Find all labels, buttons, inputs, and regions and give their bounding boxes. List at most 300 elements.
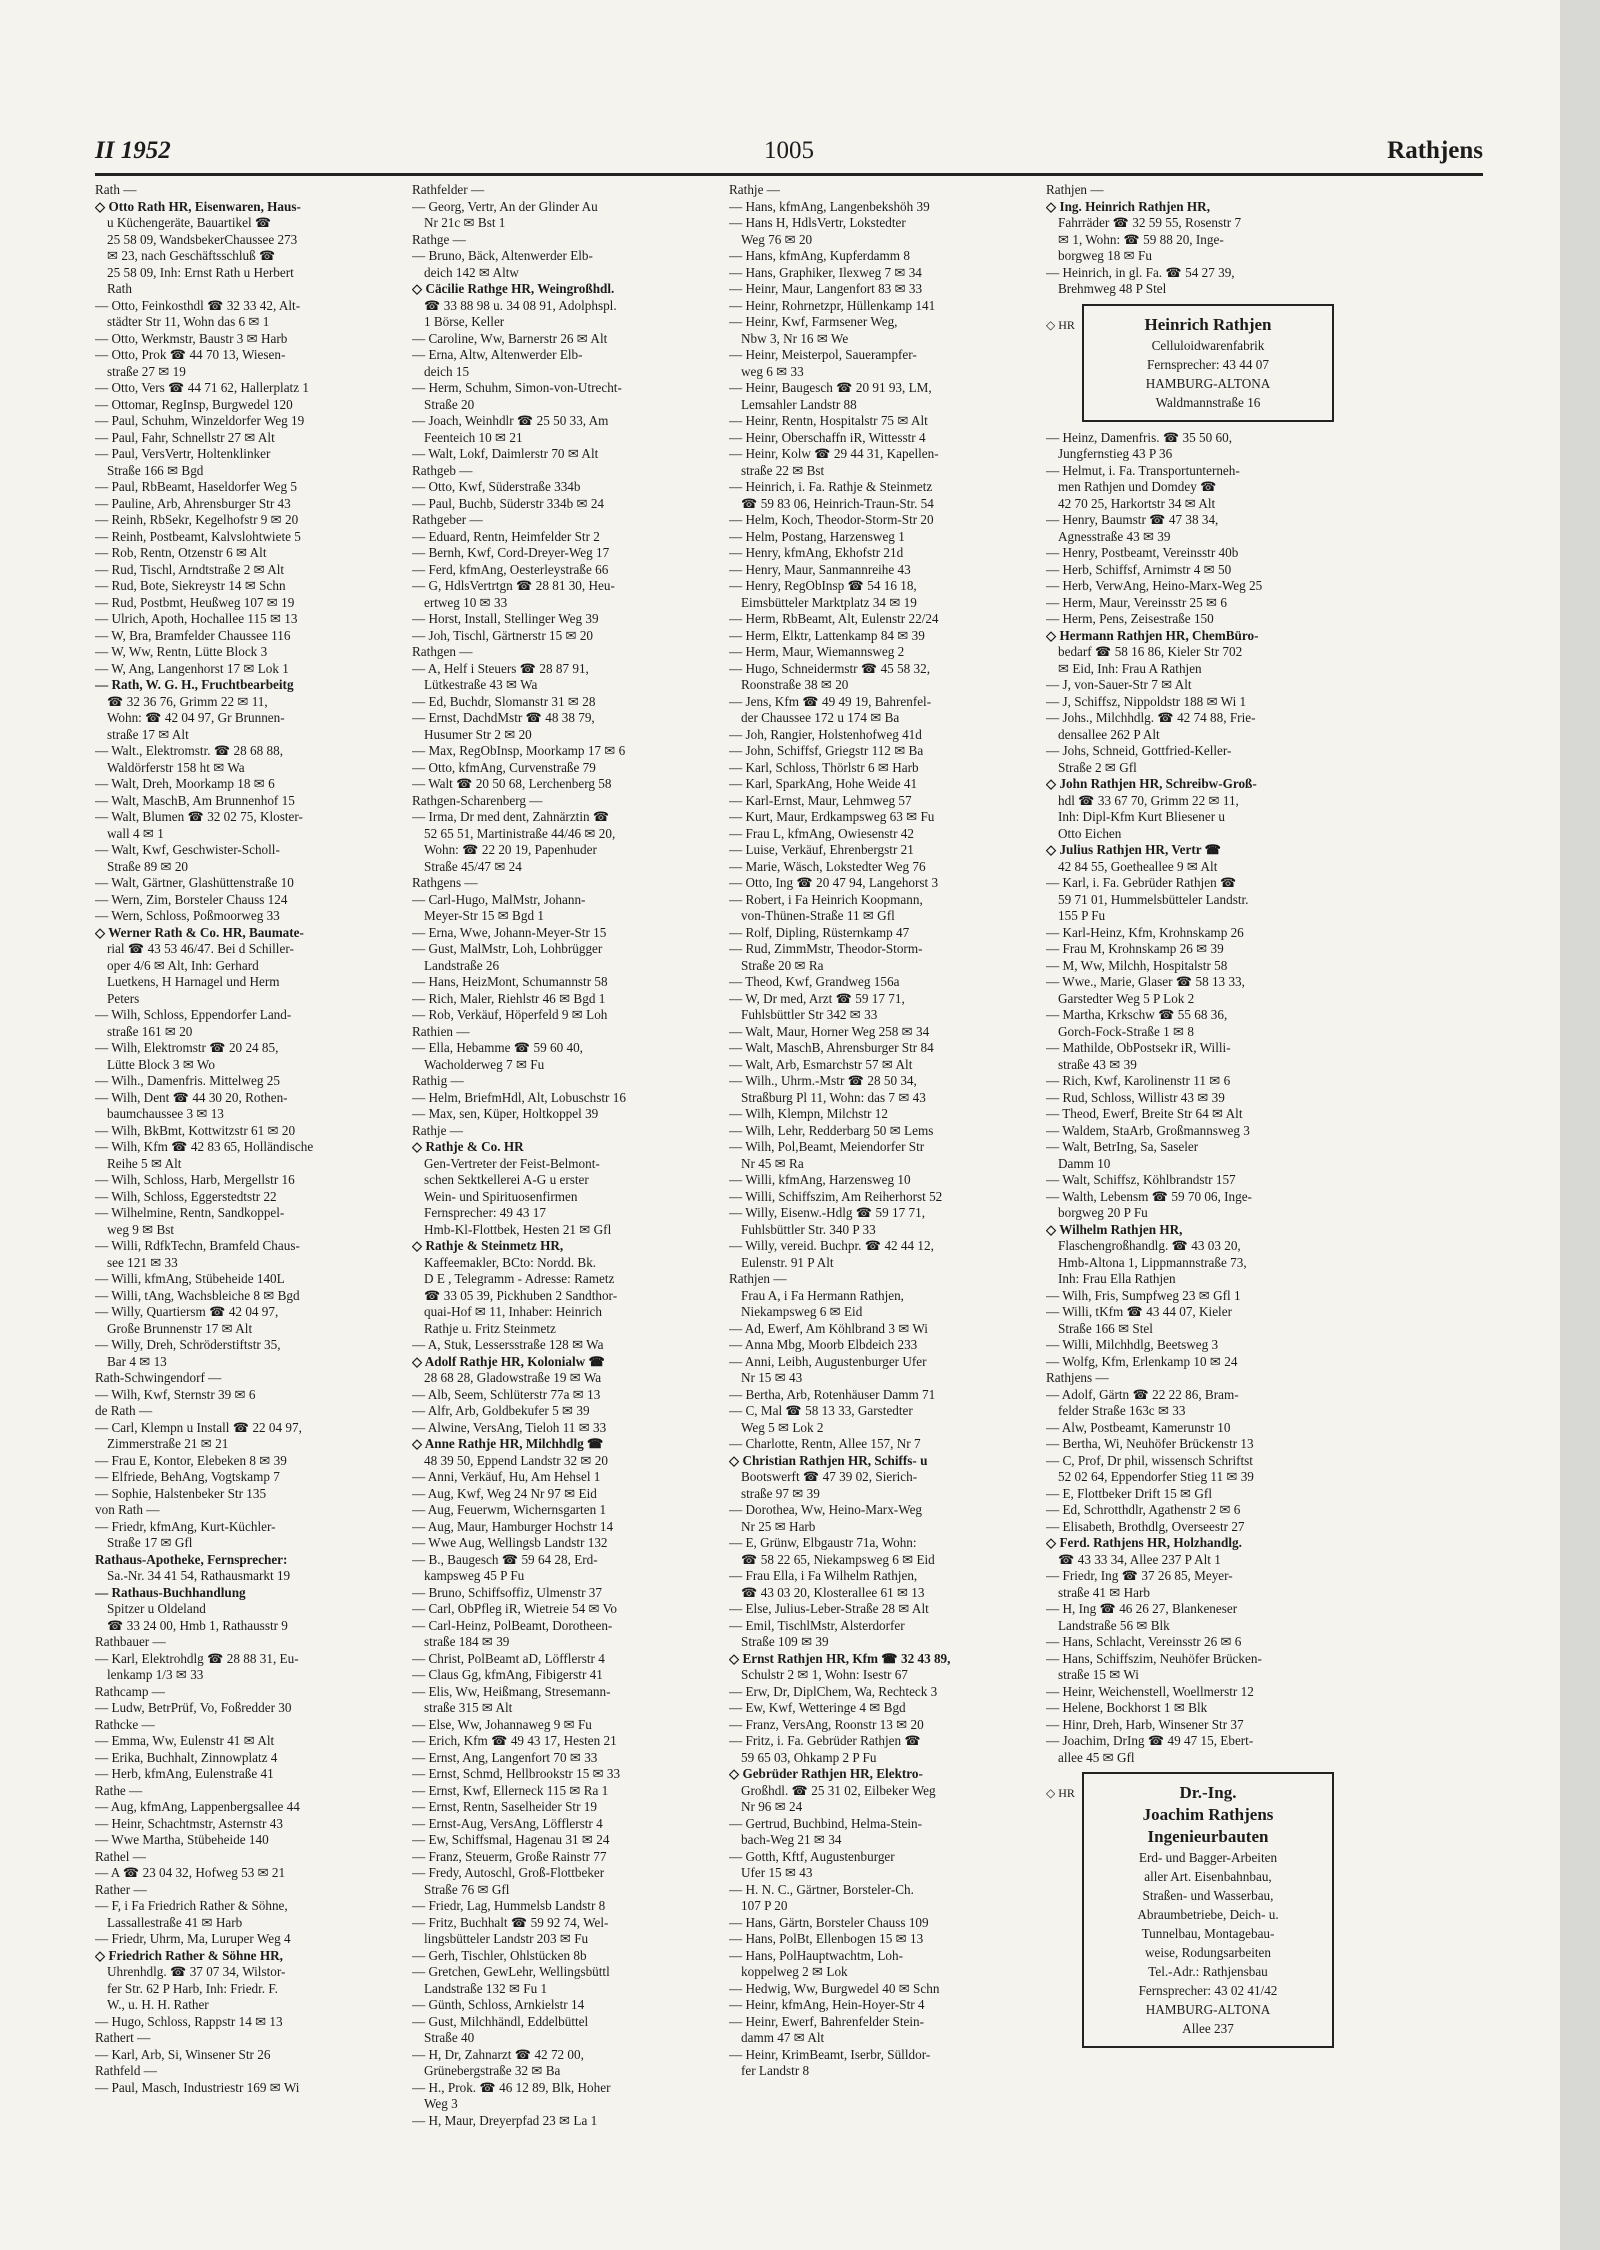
directory-line: — W, Ww, Rentn, Lütte Block 3	[95, 644, 268, 659]
directory-line: Straße 17 ✉ Gfl	[107, 1535, 193, 1550]
directory-line: — Carl-Heinz, PolBeamt, Dorotheen-	[412, 1617, 613, 1633]
directory-line: — Rob, Rentn, Otzenstr 6 ✉ Alt	[95, 545, 267, 560]
directory-line: — Reinh, Postbeamt, Kalvslohtwiete 5	[95, 528, 301, 544]
directory-line: — Paul, Schuhm, Winzeldorfer Weg 19	[95, 413, 305, 428]
directory-line: — Hedwig, Ww, Burgwedel 40 ✉ Schn	[729, 1980, 940, 1996]
directory-line: Fuhlsbüttler Str 342 ✉ 33	[741, 1007, 878, 1022]
directory-line: — Paul, RbBeamt, Haseldorfer Weg 5	[95, 479, 297, 494]
directory-line: von-Thünen-Straße 11 ✉ Gfl	[741, 908, 895, 923]
ad-title: Dr.-Ing.	[1179, 1783, 1237, 1802]
directory-line: — Max, sen, Küper, Holtkoppel 39	[412, 1106, 599, 1121]
directory-line: — Waldem, StaArb, Großmannsweg 3	[1046, 1122, 1250, 1138]
column-1	[95, 182, 402, 2227]
directory-line: Rathcke —	[95, 1716, 155, 1732]
directory-line: — Wilh, Schloss, Eppendorfer Land-	[95, 1007, 292, 1022]
directory-line: ☎ 59 83 06, Heinrich-Traun-Str. 54	[741, 495, 934, 511]
directory-line: — Hans, kfmAng, Langenbekshöh 39	[729, 198, 930, 214]
directory-line: — Heinr, Maur, Langenfort 83 ✉ 33	[729, 281, 923, 296]
directory-line: Kaffeemakler, BCto: Nordd. Bk.	[424, 1254, 597, 1270]
directory-line: — Theod, Ewerf, Breite Str 64 ✉ Alt	[1046, 1106, 1243, 1121]
directory-line: — A, Helf i Steuers ☎ 28 87 91,	[412, 660, 589, 676]
directory-line: ☎ 33 05 39, Pickhuben 2 Sandthor-	[424, 1287, 618, 1303]
directory-line: Reihe 5 ✉ Alt	[107, 1155, 182, 1171]
directory-line: — Herm, Maur, Vereinsstr 25 ✉ 6	[1046, 594, 1227, 610]
ad-line: Fernsprecher: 43 44 07	[1147, 356, 1269, 372]
directory-line: — Reinh, RbSekr, Kegelhofstr 9 ✉ 20	[95, 512, 299, 527]
directory-line: — Carl, Klempn u Install ☎ 22 04 97,	[95, 1419, 302, 1435]
directory-line: — Herm, RbBeamt, Alt, Eulenstr 22/24	[729, 611, 939, 626]
directory-line: Nr 96 ✉ 24	[741, 1799, 803, 1814]
directory-line: — Martha, Krkschw ☎ 55 68 36,	[1046, 1007, 1228, 1022]
directory-line: kampsweg 45 P Fu	[424, 1568, 525, 1583]
directory-line: — Johs., Milchhdlg. ☎ 42 74 88, Frie-	[1046, 710, 1256, 725]
directory-line: — Fritz, Buchhalt ☎ 59 92 74, Wel-	[412, 1914, 609, 1930]
directory-line: Inh: Dipl-Kfm Kurt Bliesener u	[1058, 809, 1226, 824]
directory-line: — Herb, Schiffsf, Arnimstr 4 ✉ 50	[1046, 561, 1232, 577]
directory-line: — Helm, Koch, Theodor-Storm-Str 20	[729, 512, 934, 527]
directory-line: Peters	[107, 990, 140, 1006]
directory-line: Frau A, i Fa Hermann Rathjen,	[741, 1287, 904, 1303]
directory-line: — Ulrich, Apoth, Hochallee 115 ✉ 13	[95, 611, 298, 626]
directory-line: Waldörferstr 158 ht ✉ Wa	[107, 759, 245, 775]
ad-line: Straßen- und Wasserbau,	[1142, 1888, 1274, 1903]
directory-line: — H. N. C., Gärtner, Borsteler-Ch.	[729, 1881, 914, 1897]
column-3	[729, 182, 1036, 2227]
ad-line: Allee 237	[1182, 2021, 1234, 2036]
ad-box-joachim-rathjens	[1082, 1772, 1334, 2048]
ad-line: Celluloidwarenfabrik	[1151, 337, 1265, 353]
directory-line: — Wilh, BkBmt, Kottwitzstr 61 ✉ 20	[95, 1122, 296, 1138]
directory-line: allee 45 ✉ Gfl	[1058, 1749, 1135, 1765]
directory-line: lenkamp 1/3 ✉ 33	[107, 1667, 204, 1682]
directory-line: — Herm, Schuhm, Simon-von-Utrecht-	[412, 380, 622, 395]
directory-line: — Walt, MaschB, Am Brunnenhof 15	[95, 792, 295, 808]
directory-line: — Friedr, Lag, Hummelsb Landstr 8	[412, 1898, 606, 1913]
directory-line: — Walt, Schiffsz, Köhlbrandstr 157	[1046, 1172, 1236, 1187]
directory-line: Rathgens —	[412, 875, 478, 890]
header-running-name: Rathjens	[1387, 137, 1483, 164]
directory-line: — Walt., Elektromstr. ☎ 28 68 88,	[95, 743, 284, 758]
directory-line: straße 315 ✉ Alt	[424, 1700, 513, 1715]
directory-line: — Helm, BriefmHdl, Alt, Lobuschstr 16	[412, 1089, 626, 1105]
directory-line: — Hans, PolHauptwachtm, Loh-	[729, 1947, 903, 1963]
directory-line: — Ernst, Schmd, Hellbrookstr 15 ✉ 33	[412, 1766, 621, 1781]
directory-line: Weg 3	[424, 2096, 458, 2111]
ad-title: Ingenieurbauten	[1147, 1827, 1269, 1846]
directory-line: 52 02 64, Eppendorfer Stieg 11 ✉ 39	[1058, 1469, 1254, 1484]
directory-line: ◇ John Rathjen HR, Schreibw-Groß-	[1046, 776, 1257, 791]
directory-line: — Willi, tKfm ☎ 43 44 07, Kieler	[1046, 1304, 1232, 1319]
directory-line: — Ed, Schrotthdlr, Agathenstr 2 ✉ 6	[1046, 1502, 1241, 1517]
ad-box-heinrich-rathjen	[1082, 304, 1334, 422]
directory-line: — E, Flottbeker Drift 15 ✉ Gfl	[1046, 1485, 1212, 1501]
directory-line: Damm 10	[1058, 1155, 1111, 1171]
column-4	[1046, 182, 1346, 2227]
directory-line: ◇ Ernst Rathjen HR, Kfm ☎ 32 43 89,	[729, 1650, 951, 1666]
directory-line: 59 65 03, Ohkamp 2 P Fu	[741, 1749, 877, 1765]
directory-line: fer Str. 62 P Harb, Inh: Friedr. F.	[107, 1980, 278, 1996]
directory-line: straße 22 ✉ Bst	[741, 462, 825, 478]
directory-line: — Rob, Verkäuf, Höperfeld 9 ✉ Loh	[412, 1007, 608, 1022]
directory-line: ◇ Friedrich Rather & Söhne HR,	[95, 1947, 283, 1963]
directory-line: Rathfelder —	[412, 182, 485, 197]
directory-line: — Willy, Quartiersm ☎ 42 04 97,	[95, 1304, 279, 1319]
directory-line: — Rich, Kwf, Karolinenstr 11 ✉ 6	[1046, 1073, 1231, 1088]
directory-line: — Günth, Schloss, Arnkielstr 14	[412, 1997, 585, 2012]
directory-line: — Wolfg, Kfm, Erlenkamp 10 ✉ 24	[1046, 1353, 1238, 1369]
directory-line: ✉ Eid, Inh: Frau A Rathjen	[1058, 660, 1202, 676]
directory-line: ◇ Ing. Heinrich Rathjen HR,	[1046, 198, 1211, 214]
directory-line: Rathgen-Scharenberg —	[412, 792, 543, 808]
directory-line: — Mathilde, ObPostsekr iR, Willi-	[1046, 1040, 1231, 1055]
directory-line: — J, von-Sauer-Str 7 ✉ Alt	[1046, 677, 1192, 692]
directory-line: — Rud, Postbmt, Heußweg 107 ✉ 19	[95, 594, 295, 610]
directory-line: oper 4/6 ✉ Alt, Inh: Gerhard	[107, 957, 259, 973]
column-4-middle-list	[1046, 430, 1346, 1767]
directory-line: straße 27 ✉ 19	[107, 363, 186, 379]
directory-line: — Gerh, Tischler, Ohlstücken 8b	[412, 1947, 587, 1963]
directory-line: Landstraße 132 ✉ Fu 1	[424, 1980, 548, 1996]
directory-line: bedarf ☎ 58 16 86, Kieler Str 702	[1058, 644, 1243, 659]
directory-line: — Heinrich, i. Fa. Rathje & Steinmetz	[729, 479, 933, 494]
directory-line: — Walt, Arb, Esmarchstr 57 ✉ Alt	[729, 1056, 913, 1072]
directory-line: Große Brunnenstr 17 ✉ Alt	[107, 1320, 253, 1336]
directory-line: ◇ Rathje & Co. HR	[412, 1139, 524, 1154]
directory-line: 25 58 09, WandsbekerChaussee 273	[107, 231, 298, 247]
directory-line: — Herb, kfmAng, Eulenstraße 41	[95, 1766, 274, 1781]
directory-line: 42 70 25, Harkortstr 34 ✉ Alt	[1058, 495, 1216, 511]
directory-line: Nr 45 ✉ Ra	[741, 1155, 804, 1171]
directory-line: Bar 4 ✉ 13	[107, 1353, 167, 1369]
directory-line: — A, Stuk, Lessersstraße 128 ✉ Wa	[412, 1337, 604, 1352]
directory-line: — Georg, Vertr, An der Glinder Au	[412, 198, 598, 214]
directory-line: Lassallestraße 41 ✉ Harb	[107, 1914, 243, 1930]
directory-line: — Willi, tAng, Wachsbleiche 8 ✉ Bgd	[95, 1287, 300, 1303]
directory-line: ☎ 43 33 34, Allee 237 P Alt 1	[1058, 1551, 1221, 1567]
directory-line: — Wilh, Kfm ☎ 42 83 65, Holländische	[95, 1139, 314, 1154]
directory-line: — Gertrud, Buchbind, Helma-Stein-	[729, 1815, 923, 1831]
directory-line: lingsbütteler Landstr 203 ✉ Fu	[424, 1931, 589, 1946]
directory-line: — Sophie, Halstenbeker Str 135	[95, 1485, 267, 1501]
directory-line: Niekampsweg 6 ✉ Eid	[741, 1304, 863, 1319]
directory-line: — Alwine, VersAng, Tieloh 11 ✉ 33	[412, 1419, 607, 1435]
directory-line: — Walt, Gärtner, Glashüttenstraße 10	[95, 875, 294, 890]
directory-line: Inh: Frau Ella Rathjen	[1058, 1271, 1176, 1286]
directory-line: Rathel —	[95, 1848, 146, 1864]
directory-line: — Joh, Tischl, Gärtnerstr 15 ✉ 20	[412, 627, 594, 643]
directory-line: Rathjen —	[1046, 182, 1104, 197]
directory-line: — Heinr, Kwf, Farmsener Weg,	[729, 314, 898, 329]
directory-line: — Ed, Buchdr, Slomanstr 31 ✉ 28	[412, 693, 596, 709]
directory-line: straße 15 ✉ Wi	[1058, 1667, 1139, 1682]
directory-line: — Hans, kfmAng, Kupferdamm 8	[729, 248, 910, 263]
directory-line: — Willi, kfmAng, Harzensweg 10	[729, 1172, 911, 1187]
directory-line: — Ernst, Kwf, Ellerneck 115 ✉ Ra 1	[412, 1782, 609, 1798]
directory-line: Rathe —	[95, 1782, 143, 1798]
directory-line: — Horst, Install, Stellinger Weg 39	[412, 611, 599, 626]
directory-line: — John, Schiffsf, Griegstr 112 ✉ Ba	[729, 743, 924, 758]
directory-line: 155 P Fu	[1058, 908, 1106, 923]
directory-line: — Willy, vereid. Buchpr. ☎ 42 44 12,	[729, 1238, 934, 1253]
directory-line: — Elis, Ww, Heißmang, Stresemann-	[412, 1683, 611, 1699]
directory-line: — Walt, Blumen ☎ 32 02 75, Kloster-	[95, 809, 303, 824]
directory-line: ☎ 33 24 00, Hmb 1, Rathausstr 9	[107, 1617, 288, 1633]
directory-line: — Wilh, Klempn, Milchstr 12	[729, 1106, 888, 1121]
directory-line: — Heinr, Kolw ☎ 29 44 31, Kapellen-	[729, 446, 939, 461]
directory-line: de Rath —	[95, 1403, 153, 1418]
directory-line: — Irma, Dr med dent, Zahnärztin ☎	[412, 809, 610, 824]
directory-line: — Karl, Elektrohdlg ☎ 28 88 31, Eu-	[95, 1650, 299, 1666]
directory-line: — Fritz, i. Fa. Gebrüder Rathjen ☎	[729, 1733, 921, 1748]
directory-line: — Else, Ww, Johannaweg 9 ✉ Fu	[412, 1716, 592, 1732]
directory-line: — Karl-Heinz, Kfm, Krohnskamp 26	[1046, 924, 1244, 940]
directory-line: von Rath —	[95, 1502, 160, 1517]
directory-line: W., u. H. H. Rather	[107, 1997, 209, 2012]
directory-line: — Helene, Bockhorst 1 ✉ Blk	[1046, 1700, 1208, 1715]
directory-line: ◇ Adolf Rathje HR, Kolonialw ☎	[412, 1353, 605, 1369]
directory-line: — Walt, Kwf, Geschwister-Scholl-	[95, 842, 280, 857]
directory-line: — Walt ☎ 20 50 68, Lerchenberg 58	[412, 776, 612, 791]
directory-line: — Elisabeth, Brothdlg, Overseestr 27	[1046, 1518, 1245, 1534]
directory-line: — Otto, Vers ☎ 44 71 62, Hallerplatz 1	[95, 380, 309, 395]
ad-hr-mark: ◇ HR	[1046, 317, 1075, 332]
directory-line: — Christ, PolBeamt aD, Löfflerstr 4	[412, 1650, 605, 1666]
directory-line: — Jens, Kfm ☎ 49 49 19, Bahrenfel-	[729, 693, 932, 709]
directory-line: — Paul, VersVertr, Holtenklinker	[95, 446, 271, 461]
directory-line: — Gust, MalMstr, Loh, Lohbrügger	[412, 941, 603, 956]
directory-line: Rathjen —	[729, 1271, 787, 1286]
directory-line: — Ernst-Aug, VersAng, Löfflerstr 4	[412, 1815, 603, 1831]
directory-line: — Henry, Maur, Sanmannreihe 43	[729, 561, 911, 577]
directory-line: Landstraße 56 ✉ Blk	[1058, 1617, 1170, 1633]
directory-line: — Rud, Schloss, Willistr 43 ✉ 39	[1046, 1089, 1225, 1105]
directory-line: Rathien —	[412, 1023, 470, 1039]
directory-line: — Wwe Martha, Stübeheide 140	[95, 1832, 269, 1847]
directory-line: Straße 76 ✉ Gfl	[424, 1881, 510, 1897]
directory-line: — H., Prok. ☎ 46 12 89, Blk, Hoher	[412, 2079, 611, 2095]
directory-line: — Bruno, Bäck, Altenwerder Elb-	[412, 248, 593, 263]
directory-line: — C, Prof, Dr phil, wissensch Schriftst	[1046, 1452, 1253, 1468]
directory-line: — Joh, Rangier, Holstenhofweg 41d	[729, 726, 922, 742]
directory-line: — Heinr, Ewerf, Bahrenfelder Stein-	[729, 2013, 925, 2029]
directory-line: — Wilh, Schloss, Eggerstedtstr 22	[95, 1188, 277, 1204]
directory-line: Straße 40	[424, 2030, 475, 2045]
directory-line: felder Straße 163c ✉ 33	[1058, 1403, 1186, 1418]
directory-line: Rathgeb —	[412, 462, 473, 478]
directory-line: Wohn: ☎ 42 04 97, Gr Brunnen-	[107, 710, 285, 725]
directory-line: — Wern, Zim, Borsteler Chauss 124	[95, 891, 288, 907]
directory-line: straße 17 ✉ Alt	[107, 726, 189, 742]
directory-line: — Karl, SparkAng, Hohe Weide 41	[729, 776, 918, 791]
directory-line: Wohn: ☎ 22 20 19, Papenhuder	[424, 842, 597, 857]
directory-line: — Heinz, Damenfris. ☎ 35 50 60,	[1046, 429, 1232, 445]
directory-line: — Charlotte, Rentn, Allee 157, Nr 7	[729, 1436, 921, 1451]
directory-line: — Fredy, Autoschl, Groß-Flottbeker	[412, 1865, 605, 1880]
directory-line: 48 39 50, Eppend Landstr 32 ✉ 20	[424, 1452, 608, 1468]
directory-line: — Erika, Buchhalt, Zinnowplatz 4	[95, 1749, 278, 1765]
column-2	[412, 182, 719, 2227]
directory-line: — Hans, Gärtn, Borsteler Chauss 109	[729, 1914, 929, 1930]
directory-line: — Hans, PolBt, Ellenbogen 15 ✉ 13	[729, 1931, 924, 1946]
directory-line: Fuhlsbüttler Str. 340 P 33	[741, 1221, 876, 1237]
directory-line: — Wilh, Pol,Beamt, Meiendorfer Str	[729, 1139, 925, 1154]
directory-line: — Otto, Kwf, Süderstraße 334b	[412, 479, 581, 494]
directory-line: — Joach, Weinhdlr ☎ 25 50 33, Am	[412, 413, 609, 428]
directory-line: Lütkestraße 43 ✉ Wa	[424, 677, 538, 692]
directory-line: Gen-Vertreter der Feist-Belmont-	[424, 1155, 600, 1171]
directory-line: — Gotth, Kftf, Augustenburger	[729, 1848, 895, 1864]
directory-line: Feenteich 10 ✉ 21	[424, 429, 523, 445]
ad-title: Heinrich Rathjen	[1144, 314, 1272, 334]
directory-line: Rathcamp —	[95, 1683, 165, 1699]
directory-line: — Wilh, Elektromstr ☎ 20 24 85,	[95, 1040, 279, 1055]
directory-line: — Franz, VersAng, Roonstr 13 ✉ 20	[729, 1716, 924, 1732]
directory-line: Spitzer u Oldeland	[107, 1601, 206, 1616]
directory-line: Garstedter Weg 5 P Lok 2	[1058, 990, 1195, 1006]
directory-line: der Chaussee 172 u 174 ✉ Ba	[741, 710, 900, 725]
directory-line: — Wilh, Schloss, Harb, Mergellstr 16	[95, 1172, 295, 1187]
directory-line: 107 P 20	[741, 1898, 788, 1913]
ad-heinrich-rathjen	[1046, 304, 1346, 422]
directory-line: — A ☎ 23 04 32, Hofweg 53 ✉ 21	[95, 1865, 286, 1880]
directory-line: — Heinr, Baugesch ☎ 20 91 93, LM,	[729, 380, 932, 395]
directory-line: Straße 20	[424, 396, 475, 412]
directory-line: — Rud, Tischl, Arndtstraße 2 ✉ Alt	[95, 561, 285, 577]
directory-line: — Caroline, Ww, Barnerstr 26 ✉ Alt	[412, 330, 608, 346]
directory-line: densallee 262 P Alt	[1058, 726, 1160, 742]
page-header	[95, 133, 1483, 176]
directory-line: Nr 15 ✉ 43	[741, 1370, 803, 1385]
directory-line: — Hugo, Schloss, Rappstr 14 ✉ 13	[95, 2013, 283, 2029]
header-page-number: 1005	[764, 137, 814, 164]
ad-line: Erd- und Bagger-Arbeiten	[1138, 1850, 1278, 1865]
directory-line: Nbw 3, Nr 16 ✉ We	[741, 330, 849, 346]
directory-line: ◇ Werner Rath & Co. HR, Baumate-	[95, 924, 304, 940]
directory-line: Ufer 15 ✉ 43	[741, 1865, 813, 1880]
directory-line: — Emil, TischlMstr, Alsterdorfer	[729, 1617, 905, 1633]
directory-line: Fahrräder ☎ 32 59 55, Rosenstr 7	[1058, 215, 1242, 230]
directory-line: Husumer Str 2 ✉ 20	[424, 726, 532, 742]
directory-line: — Luise, Verkäuf, Ehrenbergstr 21	[729, 842, 914, 857]
directory-line: — Adolf, Gärtn ☎ 22 22 86, Bram-	[1046, 1386, 1239, 1402]
directory-line: — Paul, Buchb, Süderstr 334b ✉ 24	[412, 495, 605, 511]
directory-line: — Henry, Postbeamt, Vereinsstr 40b	[1046, 545, 1239, 560]
directory-line: — Heinr, Weichenstell, Woellmerstr 12	[1046, 1683, 1254, 1699]
directory-line: ◇ Ferd. Rathjens HR, Holzhandlg.	[1046, 1535, 1242, 1550]
directory-line: — Gretchen, GewLehr, Wellingsbüttl	[412, 1964, 610, 1979]
directory-line: deich 15	[424, 363, 470, 379]
directory-line: — Ernst, Ang, Langenfort 70 ✉ 33	[412, 1749, 598, 1765]
directory-line: Straße 166 ✉ Stel	[1058, 1320, 1153, 1336]
directory-line: — Joachim, DrIng ☎ 49 47 15, Ebert-	[1046, 1733, 1254, 1748]
directory-line: — Gust, Milchhändl, Eddelbüttel	[412, 2013, 589, 2029]
directory-line: Großhdl. ☎ 25 31 02, Eilbeker Weg	[741, 1782, 936, 1798]
directory-line: — Alb, Seem, Schlüterstr 77a ✉ 13	[412, 1386, 601, 1402]
directory-line: — Heinr, Oberschaffn iR, Wittesstr 4	[729, 429, 926, 445]
directory-line: Straße 45/47 ✉ 24	[424, 858, 522, 874]
directory-line: — Bertha, Arb, Rotenhäuser Damm 71	[729, 1386, 936, 1402]
directory-line: — Ella, Hebamme ☎ 59 60 40,	[412, 1040, 583, 1055]
directory-line: — Carl, ObPfleg iR, Wietreie 54 ✉ Vo	[412, 1601, 618, 1616]
directory-line: — F, i Fa Friedrich Rather & Söhne,	[95, 1898, 288, 1913]
directory-line: — Walt, Maur, Horner Weg 258 ✉ 34	[729, 1023, 930, 1039]
directory-line: Straße 166 ✉ Bgd	[107, 462, 204, 478]
directory-line: — Rich, Maler, Riehlstr 46 ✉ Bgd 1	[412, 990, 606, 1006]
directory-line: — Rud, Bote, Siekreystr 14 ✉ Schn	[95, 578, 286, 593]
directory-line: — Rath, W. G. H., Fruchtbearbeitg	[95, 677, 294, 692]
directory-line: — Ew, Kwf, Wetteringe 4 ✉ Bgd	[729, 1700, 906, 1715]
directory-line: Zimmerstraße 21 ✉ 21	[107, 1436, 229, 1451]
directory-line: deich 142 ✉ Altw	[424, 264, 519, 280]
directory-line: — Frau M, Krohnskamp 26 ✉ 39	[1046, 941, 1224, 956]
directory-line: u Küchengeräte, Bauartikel ☎	[107, 215, 272, 230]
column-4-top-list	[1046, 182, 1346, 298]
directory-line: — Rud, ZimmMstr, Theodor-Storm-	[729, 941, 923, 956]
directory-line: bach-Weg 21 ✉ 34	[741, 1832, 842, 1847]
directory-line: — Rathaus-Buchhandlung	[95, 1584, 246, 1600]
directory-line: — Otto, Werkmstr, Baustr 3 ✉ Harb	[95, 330, 288, 346]
directory-line: — Theod, Kwf, Grandweg 156a	[729, 974, 900, 989]
directory-line: damm 47 ✉ Alt	[741, 2030, 825, 2045]
directory-line: wall 4 ✉ 1	[107, 825, 164, 841]
directory-line: ◇ Gebrüder Rathjen HR, Elektro-	[729, 1766, 923, 1781]
directory-line: — Wilh., Damenfris. Mittelweg 25	[95, 1073, 280, 1088]
directory-line: — Paul, Fahr, Schnellstr 27 ✉ Alt	[95, 429, 275, 445]
directory-line: — Herb, VerwAng, Heino-Marx-Weg 25	[1046, 578, 1263, 593]
directory-line: rial ☎ 43 53 46/47. Bei d Schiller-	[107, 941, 294, 956]
directory-line: men Rathjen und Domdey ☎	[1058, 479, 1217, 494]
directory-line: Rath-Schwingendorf —	[95, 1370, 222, 1385]
directory-line: Wacholderweg 7 ✉ Fu	[424, 1056, 545, 1072]
directory-line: — Otto, Feinkosthdl ☎ 32 33 42, Alt-	[95, 297, 301, 313]
directory-line: Rathig —	[412, 1073, 464, 1088]
directory-line: — Max, RegObInsp, Moorkamp 17 ✉ 6	[412, 743, 626, 758]
directory-line: — Erna, Altw, Altenwerder Elb-	[412, 347, 583, 362]
directory-line: — Bruno, Schiffsoffiz, Ulmenstr 37	[412, 1584, 602, 1600]
directory-line: Rathgen —	[412, 644, 473, 659]
directory-line: — Wilh, Kwf, Sternstr 39 ✉ 6	[95, 1386, 256, 1402]
directory-line: Straße 89 ✉ 20	[107, 858, 189, 874]
directory-line: — Willi, Schiffszim, Am Reiherhorst 52	[729, 1188, 943, 1204]
directory-line: — Walt, Dreh, Moorkamp 18 ✉ 6	[95, 776, 275, 791]
directory-line: ◇ Julius Rathjen HR, Vertr ☎	[1046, 842, 1222, 857]
directory-line: ◇ Wilhelm Rathjen HR,	[1046, 1221, 1183, 1237]
directory-line: — Walt, MaschB, Ahrensburger Str 84	[729, 1040, 934, 1055]
directory-line: — Heinr, Meisterpol, Sauerampfer-	[729, 347, 917, 362]
directory-line: — Herm, Pens, Zeisestraße 150	[1046, 611, 1214, 626]
directory-line: Straße 20 ✉ Ra	[741, 957, 824, 973]
directory-line: — Marie, Wäsch, Lokstedter Weg 76	[729, 858, 926, 874]
directory-line: borgweg 20 P Fu	[1058, 1205, 1148, 1220]
directory-line: — Eduard, Rentn, Heimfelder Str 2	[412, 528, 600, 544]
directory-line: 52 65 51, Martinistraße 44/46 ✉ 20,	[424, 825, 616, 841]
directory-line: Rathfeld —	[95, 2063, 157, 2078]
directory-line: ☎ 33 88 98 u. 34 08 91, Adolphspl.	[424, 297, 617, 313]
directory-line: — Hans H, HdlsVertr, Lokstedter	[729, 215, 906, 230]
directory-line: 42 84 55, Goetheallee 9 ✉ Alt	[1058, 858, 1218, 874]
directory-line: — W, Dr med, Arzt ☎ 59 17 71,	[729, 990, 905, 1006]
directory-line: — Henry, Baumstr ☎ 47 38 34,	[1046, 512, 1219, 527]
ad-line: Fernsprecher: 43 02 41/42	[1138, 1983, 1278, 1998]
directory-line: ☎ 32 36 76, Grimm 22 ✉ 11,	[107, 693, 268, 709]
directory-line: — Willi, Milchhdlg, Beetsweg 3	[1046, 1337, 1219, 1352]
ad-line: Tel.-Adr.: Rathjensbau	[1148, 1964, 1268, 1979]
directory-line: — Wern, Schloss, Poßmoorweg 33	[95, 908, 280, 923]
directory-line: — H, Maur, Dreyerpfad 23 ✉ La 1	[412, 2112, 598, 2128]
directory-line: — G, HdlsVertrtgn ☎ 28 81 30, Heu-	[412, 578, 615, 593]
directory-line: — H, Ing ☎ 46 26 27, Blankeneser	[1046, 1601, 1238, 1616]
directory-line: Luetkens, H Harnagel und Herm	[107, 974, 280, 989]
